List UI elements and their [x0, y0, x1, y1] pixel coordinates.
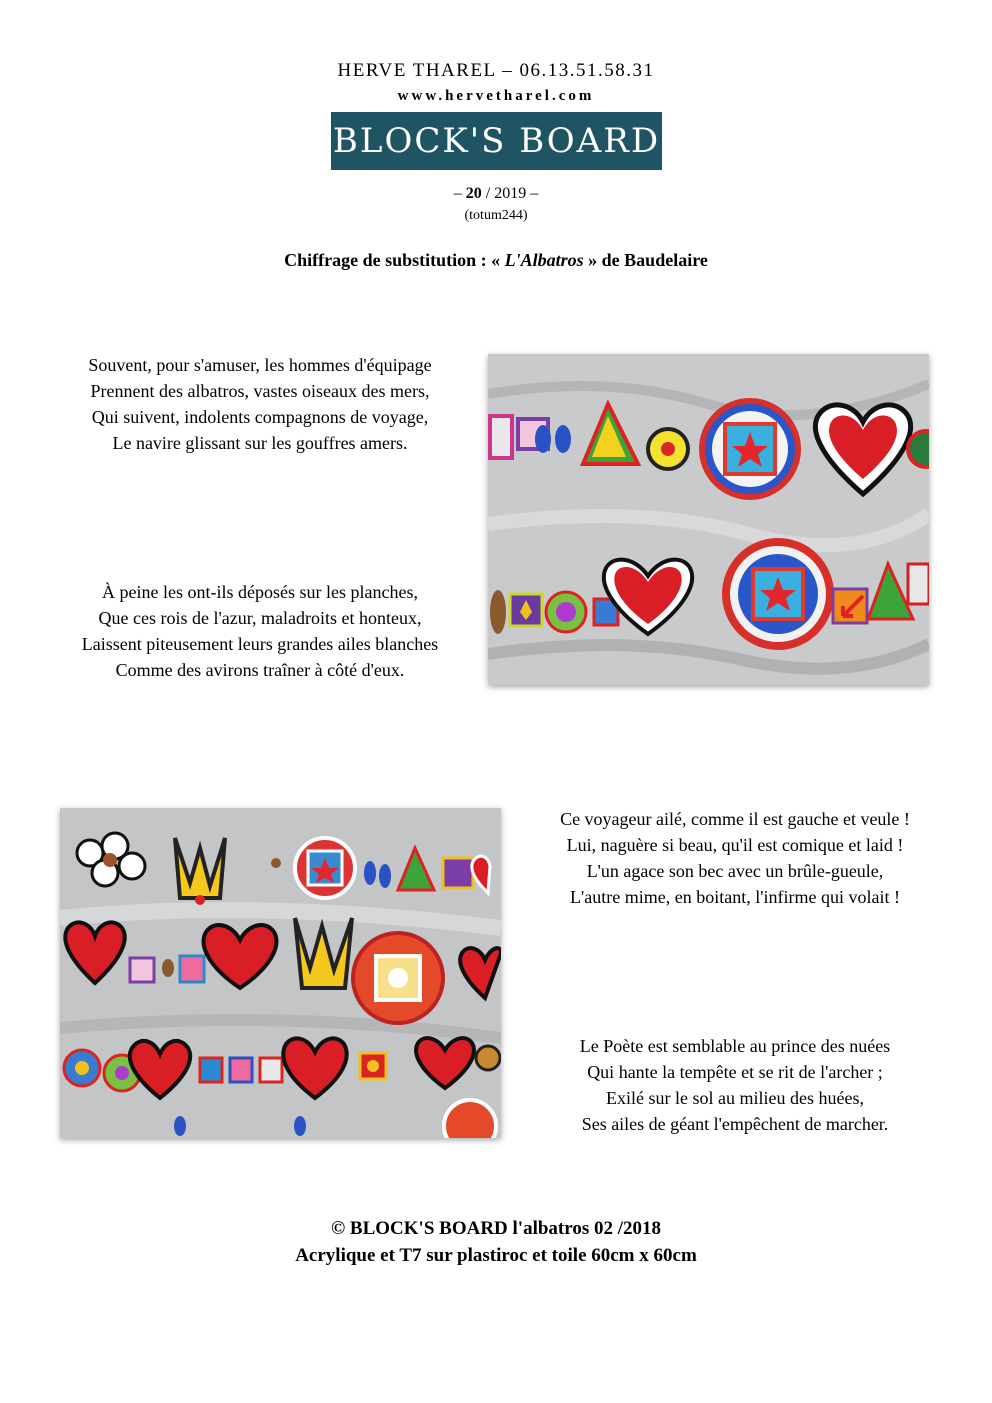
verse-line: Qui suivent, indolents compagnons de voyage, [91, 407, 429, 427]
subtitle-prefix: Chiffrage de substitution : « [284, 250, 505, 270]
blocks-board-logo [331, 112, 662, 170]
issue-line [0, 185, 992, 203]
issue-number: 20 [465, 185, 482, 202]
verse-line: À peine les ont-ils déposés sur les planches, [102, 582, 418, 602]
poem-stanza-1 [30, 352, 490, 456]
verse-line: Que ces rois de l'azur, maladroits et honteux, [98, 608, 422, 628]
verse-line: Laissent piteusement leurs grandes ailes blanches [81, 634, 439, 654]
poem-stanza-4 [510, 1033, 960, 1137]
verse-line: Souvent, pour s'amuser, les hommes d'équipage [88, 355, 432, 375]
verse-line: Comme des avirons traîner à côté d'eux. [115, 660, 405, 680]
artist-name-phone: HERVE THAREL – 06.13.51.58.31 [337, 60, 655, 81]
poem-stanza-2 [30, 579, 490, 683]
painting-detail-1 [488, 354, 929, 685]
poem-stanza-3 [510, 806, 960, 910]
verse-line: Ses ailes de géant l'empêchent de marcher. [581, 1114, 889, 1134]
painting-detail-2 [60, 808, 501, 1138]
totum-code: (totum244) [464, 208, 528, 223]
painting-1-illustration [488, 354, 929, 685]
verse-line: Ce voyageur ailé, comme il est gauche et veule ! [560, 809, 910, 829]
issue-prefix: – [453, 185, 466, 202]
verse-line: Prennent des albatros, vastes oiseaux des mers, [90, 381, 430, 401]
verse-line: Qui hante la tempête et se rit de l'archer ; [587, 1062, 883, 1082]
verse-line: Le Poète est semblable au prince des nuées [579, 1036, 891, 1056]
page-subtitle [0, 250, 992, 271]
website-url[interactable]: www.hervetharel.com [397, 88, 595, 104]
verse-line: Lui, naguère si beau, qu'il est comique et laid ! [566, 835, 904, 855]
subtitle-suffix: » de Baudelaire [583, 250, 708, 270]
verse-line: L'un agace son bec avec un brûle-gueule, [586, 861, 884, 881]
medium-line: Acrylique et T7 sur plastiroc et toile 60cm x 60cm [295, 1245, 697, 1266]
logo-text: BLOCK'S BOARD [332, 121, 661, 161]
copyright-line: © BLOCK'S BOARD l'albatros 02 /2018 [330, 1218, 662, 1239]
verse-line: L'autre mime, en boitant, l'infirme qui volait ! [570, 887, 900, 907]
verse-line: Le navire glissant sur les gouffres amers. [112, 433, 408, 453]
painting-2-illustration [60, 808, 501, 1138]
issue-year: / 2019 – [481, 185, 539, 202]
poem-title: L'Albatros [504, 250, 584, 270]
verse-line: Exilé sur le sol au milieu des huées, [606, 1088, 864, 1108]
